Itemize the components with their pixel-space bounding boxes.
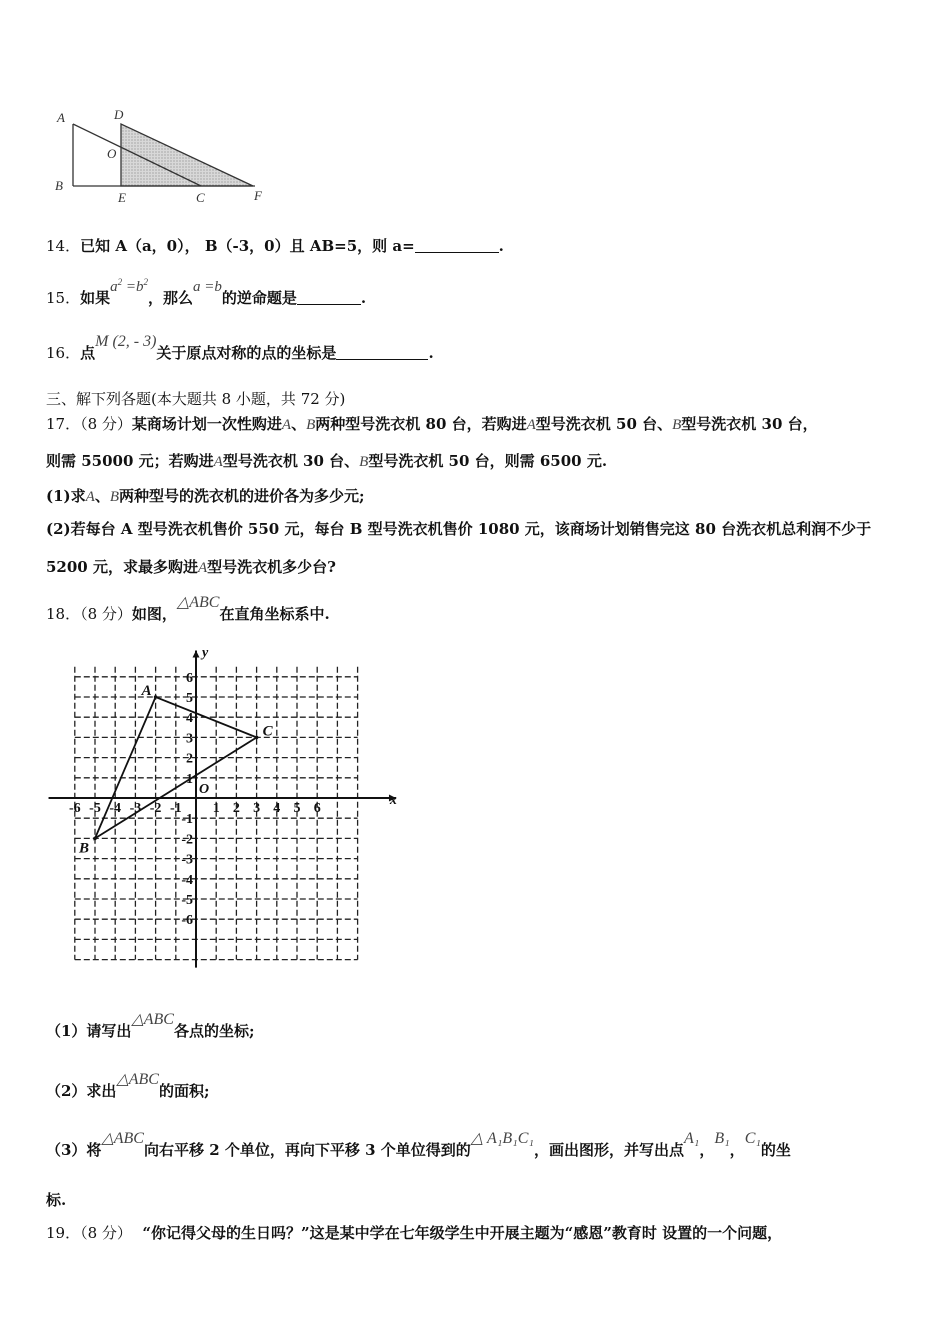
question-17-part-2-line-2: 5200 元，求最多购进A型号洗衣机多少台?	[46, 558, 336, 576]
question-18-intro: 18．（8 分）如图，△ABC在直角坐标系中.	[46, 594, 330, 623]
question-17-line-2: 则需 55000 元；若购进A型号洗衣机 30 台、B型号洗衣机 50 台，则需 6500 元.	[46, 452, 608, 470]
y-tick-label: 2	[186, 751, 193, 767]
vertex-label-b: B	[79, 840, 90, 857]
q16-math-point-m: M (2, - 3)	[95, 333, 157, 350]
q15-text-2: ，那么	[147, 289, 193, 307]
label-b: B	[55, 178, 63, 193]
q15-math-2: a =b	[193, 279, 222, 295]
q15-answer-blank[interactable]	[297, 290, 361, 305]
vertex-label-a: A	[141, 683, 152, 699]
section-3-title: 三、解下列各题(本大题共 8 小题，共 72 分)	[46, 390, 346, 408]
q15-number: 15．	[46, 289, 81, 307]
y-tick-label: 6	[186, 670, 193, 686]
q15-math-1: $a^2 =b^2$	[110, 277, 148, 295]
label-f: F	[254, 188, 262, 203]
q16-text-2: 关于原点对称的点的坐标是	[156, 344, 337, 362]
label-a: A	[57, 110, 65, 125]
vertex-a	[154, 695, 158, 699]
question-19: 19．（8 分） “你记得父母的生日吗？”这是某中学在七年级学生中开展主题为“感恩”教育时 设置的一个问题，	[46, 1224, 783, 1242]
q18-number: 18．	[46, 605, 81, 623]
question-18-part-2: （2）求出△ABC的面积;	[46, 1071, 210, 1100]
top-triangle-figure	[50, 100, 280, 210]
q16-answer-blank[interactable]	[336, 345, 428, 360]
question-14	[46, 236, 504, 256]
label-o: O	[107, 146, 117, 161]
y-tick-label: -6	[181, 913, 193, 929]
q18-triangle-abc: △ABC	[176, 594, 220, 611]
x-tick-label: 3	[253, 801, 261, 816]
question-17-part-2-line-1: (2)若每台 A 型号洗衣机售价 550 元，每台 B 型号洗衣机售价 1080 元，该商场计划销售完这 80 台洗衣机总利润不少于	[46, 520, 872, 538]
q18-triangle-a1b1c1: △ A₁B₁C₁	[470, 1130, 534, 1147]
label-c: C	[196, 190, 205, 205]
question-17-part-1: (1)求A、B两种型号的洗衣机的进价各为多少元;	[46, 487, 365, 505]
y-tick-label: 1	[186, 771, 193, 787]
label-e: E	[118, 190, 126, 205]
y-tick-label: 4	[186, 711, 193, 727]
q16-text-1: 点	[80, 344, 96, 362]
q16-number: 16．	[46, 344, 81, 362]
vertex-b	[93, 837, 97, 841]
y-tick-label: 5	[186, 691, 193, 706]
q15-text-1: 如果	[80, 289, 111, 307]
x-tick-label: 5	[293, 801, 301, 816]
shaded-triangle-dcf	[121, 124, 253, 186]
q15-tail: .	[360, 289, 367, 307]
q14-answer-blank[interactable]	[415, 238, 499, 253]
q14-tail: .	[498, 237, 504, 255]
label-d: D	[114, 107, 124, 122]
x-tick-label: 4	[273, 801, 281, 816]
x-tick-label: -2	[149, 801, 162, 816]
y-axis-arrow	[193, 651, 200, 658]
y-tick-label: -2	[181, 832, 193, 848]
q15-text-3: 的逆命题是	[221, 289, 297, 307]
y-tick-label: -1	[181, 812, 193, 828]
q17-score: （8 分）	[80, 415, 132, 433]
vertex-label-c: C	[262, 723, 273, 740]
q14-number: 14．	[46, 237, 81, 255]
x-axis-label: x	[389, 793, 397, 808]
x-tick-label: 2	[232, 801, 240, 816]
x-tick-label: -3	[129, 801, 142, 816]
x-tick-label: -1	[169, 801, 182, 816]
origin-label: O	[199, 782, 210, 797]
x-tick-label: 6	[313, 801, 321, 816]
q14-text: 已知 A（a，0）， B（-3，0）且 AB=5，则 a=	[80, 237, 415, 255]
question-18-part-3-tail: 标.	[46, 1191, 67, 1209]
q19-score: （8 分）	[80, 1224, 132, 1242]
y-tick-label: 3	[186, 731, 193, 747]
q19-number: 19．	[46, 1224, 81, 1242]
x-tick-label: 1	[212, 801, 220, 816]
coordinate-grid	[40, 640, 400, 980]
x-tick-label: -5	[89, 801, 101, 816]
question-17-line-1: 17．（8 分）某商场计划一次性购进A、B两种型号洗衣机 80 台，若购进A型号洗衣机 50 台、B型号洗衣机 30 台，	[46, 415, 818, 433]
question-16	[46, 333, 434, 364]
y-tick-label: -3	[181, 852, 193, 868]
question-18-part-3: （3）将△ABC向右平移 2 个单位，再向下平移 3 个单位得到的△ A₁B₁C₁，画出图形，并写出点A₁，B₁，C₁的坐	[46, 1130, 791, 1159]
q18-score: （8 分）	[80, 605, 132, 623]
x-tick-label: -4	[109, 801, 122, 816]
q16-tail: .	[428, 344, 434, 362]
question-15	[46, 277, 367, 309]
x-tick-label: -6	[68, 801, 81, 816]
y-tick-label: -4	[181, 872, 193, 888]
vertex-c	[255, 736, 259, 740]
y-axis-label: y	[202, 645, 209, 661]
q17-number: 17．	[46, 415, 81, 433]
y-tick-label: -5	[181, 893, 193, 908]
question-18-part-1: （1）请写出△ABC各点的坐标;	[46, 1011, 255, 1040]
